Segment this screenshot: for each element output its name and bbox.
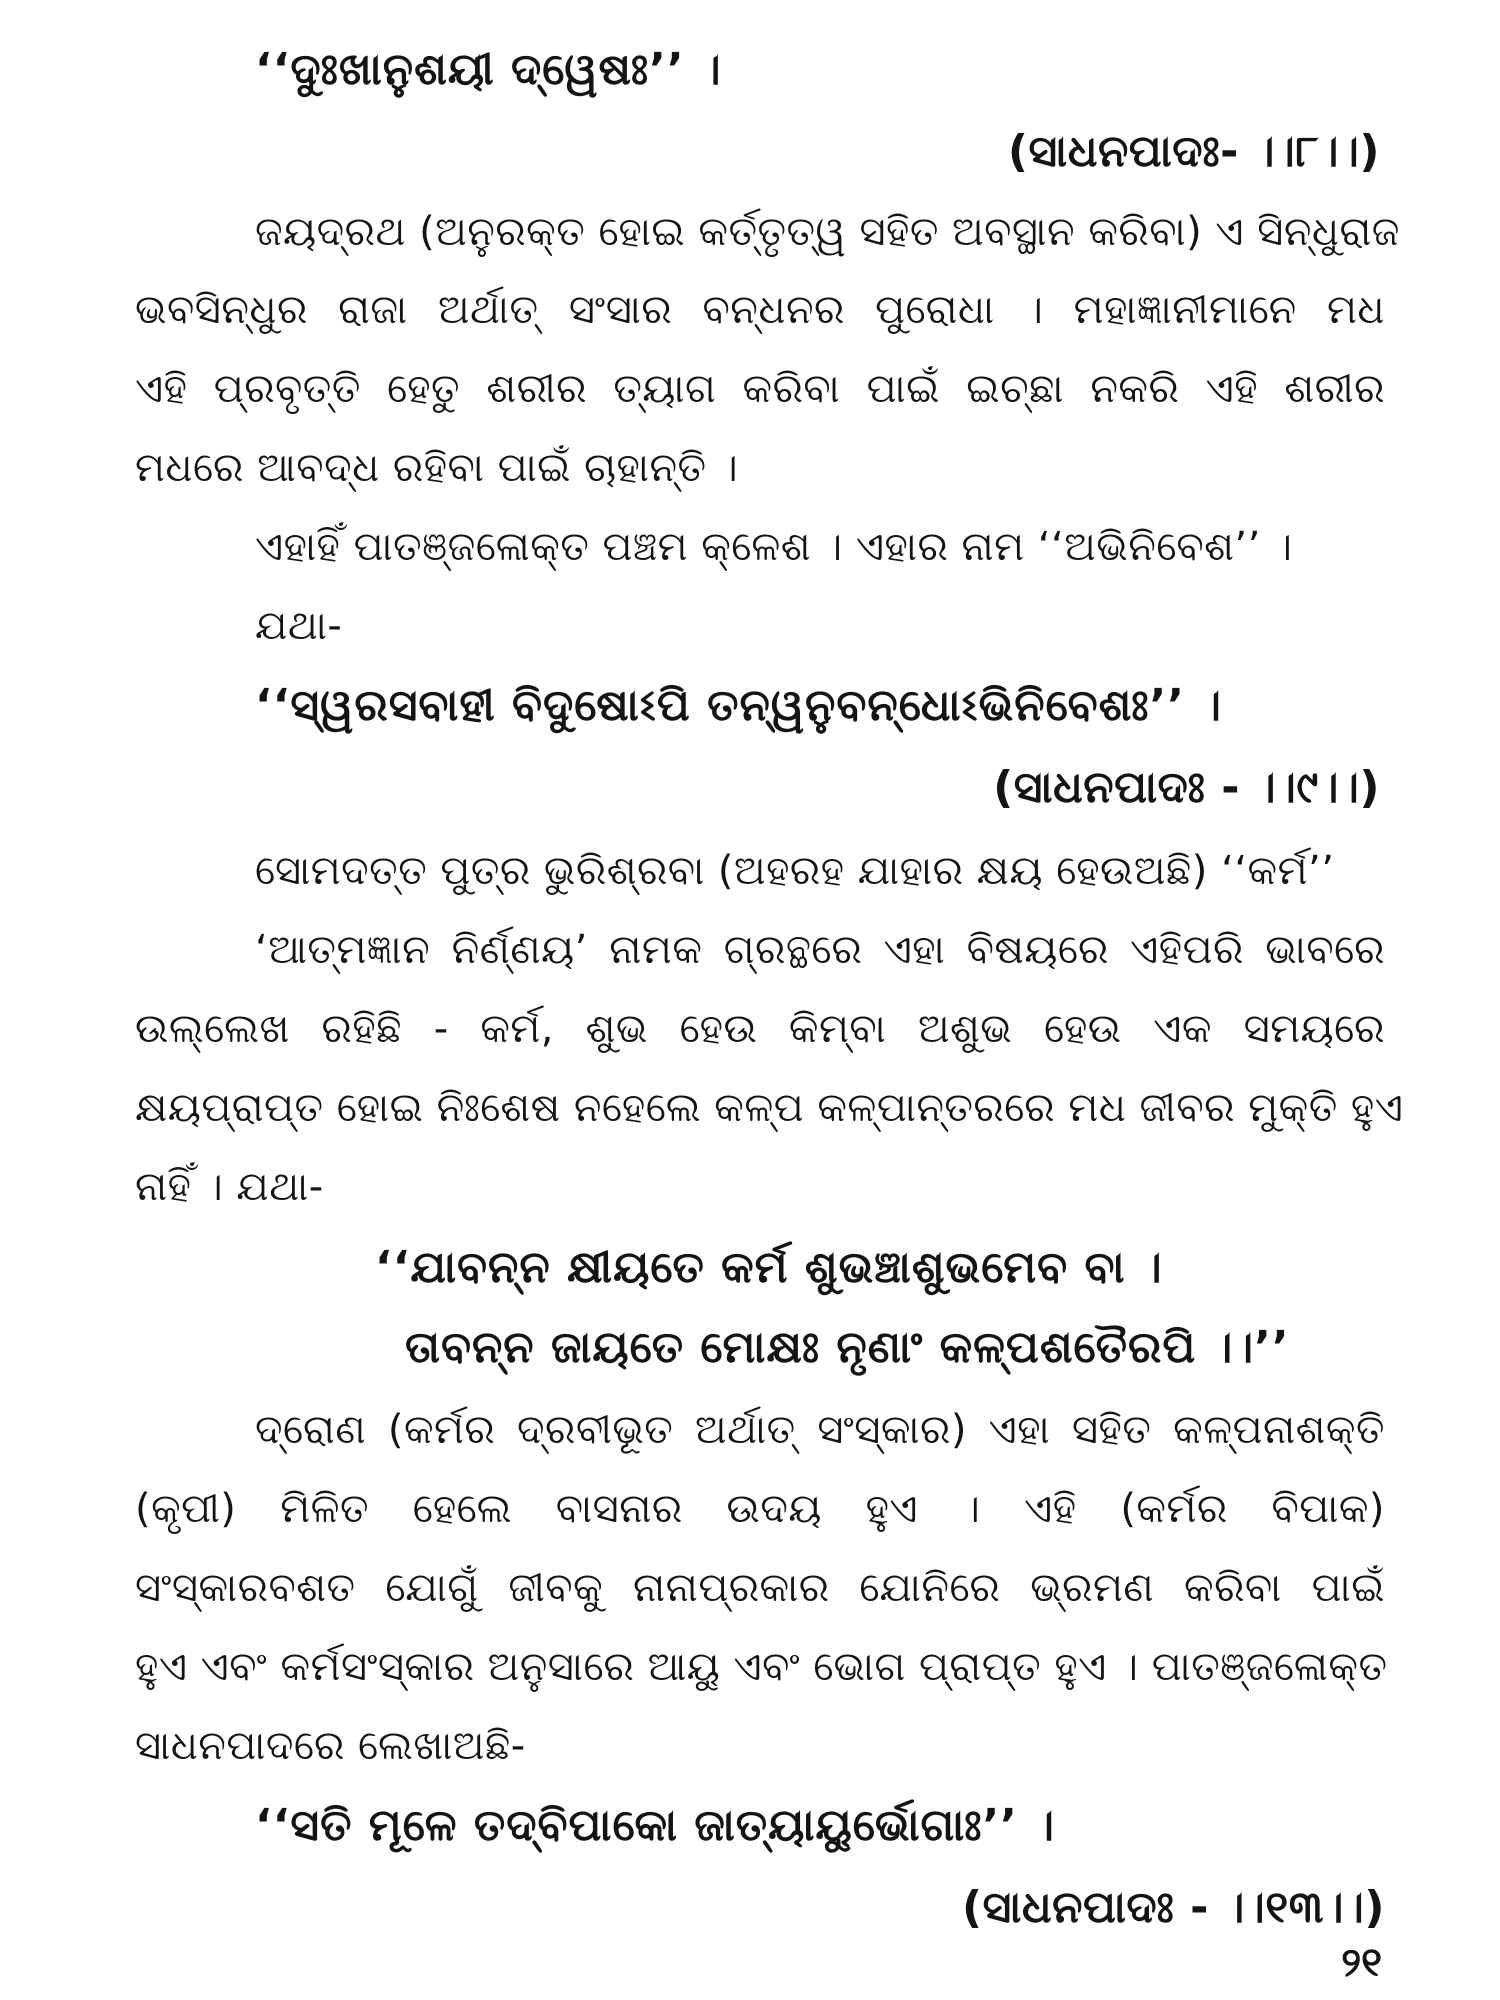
sutra-verse-vipaka: ‘‘ସତି ମୂଳେ ତଦ୍‌ବିପାକୋ ଜାତ୍ୟାୟୁର୍ଭୋଗାଃ’’ । [255, 1800, 1055, 1851]
paragraph-line: ଏହାହିଁ ପାତଞ୍ଜଳୋକ୍ତ ପଞ୍ଚମ କ୍ଳେଶ । ଏହାର ନାମ ‘‘ଅଭିନିବେଶ’’ । [255, 524, 1293, 570]
sutra-reference: (ସାଧନପାଦଃ - ।।୧୩।।) [962, 1882, 1385, 1933]
paragraph-line: ସଂସ୍କାରବଶତ ଯୋଗୁଁ ଜୀବକୁ ନାନାପ୍ରକାର ଯୋନିରେ ଭ୍ରମଣ କରିବା ପାଇଁ [135, 1565, 1385, 1611]
paragraph-line: ସୋମଦତ୍ତ ପୁତ୍ର ଭୁରିଶ୍ରବା (ଅହରହ ଯାହାର କ୍ଷୟ ହେଉଅଛି) ‘‘କର୍ମ’’ [255, 848, 1335, 894]
paragraph-line: ଭବସିନ୍ଧୁର ରାଜା ଅର୍ଥାତ୍ ସଂସାର ବନ୍ଧନର ପୁରୋଧା । ମହାଜ୍ଞାନୀମାନେ ମଧ [135, 287, 1385, 333]
paragraph-line: ଏହି ପ୍ରବୃତ୍ତି ହେତୁ ଶରୀର ତ୍ୟାଗ କରିବା ପାଇଁ ଇଚ୍ଛା ନକରି ଏହି ଶରୀର [135, 366, 1385, 412]
page-number: ୨୧ [1341, 1940, 1382, 1986]
paragraph-line: ଯଥା- [255, 603, 343, 649]
sutra-reference: (ସାଧନପାଦଃ- ।।୮।।) [1007, 126, 1380, 177]
sutra-verse-dvesha: ‘‘ଦୁଃଖାନୁଶୟୀ ଦ୍ୱେଷଃ’’ । [255, 44, 722, 95]
paragraph-line: ହୁଏ ଏବଂ କର୍ମସଂସ୍କାର ଅନୁସାରେ ଆୟୁ ଏବଂ ଭୋଗ ପ୍ରାପ୍ତ ହୁଏ । ପାତଞ୍ଜଳୋକ୍ତ [135, 1644, 1388, 1690]
sutra-reference: (ସାଧନପାଦଃ - ।।୯।।) [993, 762, 1380, 813]
paragraph-line: ଜୟଦ୍ରଥ (ଅନୁରକ୍ତ ହୋଇ କର୍ତ୍ତୃତ୍ୱ ସହିତ ଅବସ୍ଥାନ କରିବା) ଏ ସିନ୍ଧୁରାଜ [255, 209, 1400, 255]
paragraph-line: ଉଲ୍ଲେଖ ରହିଛି - କର୍ମ, ଶୁଭ ହେଉ କିମ୍ବା ଅଶୁଭ ହେଉ ଏକ ସମୟରେ [135, 1006, 1385, 1052]
paragraph-line: ‘ଆତ୍ମଜ୍ଞାନ ନିର୍ଣ୍ଣୟ’ ନାମକ ଗ୍ରନ୍ଥରେ ଏହା ବିଷୟରେ ଏହିପରି ଭାବରେ [255, 927, 1385, 973]
paragraph-line: ସାଧନପାଦରେ ଲେଖାଅଛି- [135, 1723, 526, 1769]
sutra-verse-abhinivesha: ‘‘ସ୍ୱରସବାହୀ ବିଦୁଷୋଽପି ତନ୍ୱନୁବନ୍ଧୋଽଭିନିବେଶଃ’’ । [255, 680, 1223, 731]
paragraph-line: ମଧରେ ଆବଦ୍ଧ ରହିବା ପାଇଁ ଚାହାନ୍ତି । [135, 445, 739, 491]
paragraph-line: ଦ୍ରୋଣ (କର୍ମର ଦ୍ରବୀଭୂତ ଅର୍ଥାତ୍ ସଂସ୍କାର) ଏହା ସହିତ କଳ୍ପନାଶକ୍ତି [255, 1407, 1385, 1453]
paragraph-line: (କୃପୀ) ମିଳିତ ହେଲେ ବାସନାର ଉଦୟ ହୁଏ । ଏହି (କର୍ମର ବିପାକ) [135, 1486, 1385, 1532]
paragraph-line: କ୍ଷୟପ୍ରାପ୍ତ ହୋଇ ନିଃଶେଷ ନହେଲେ କଳ୍ପ କଳ୍ପାନ୍ତରରେ ମଧ ଜୀବର ମୁକ୍ତି ହୁଏ [135, 1085, 1404, 1131]
sloka-line-2: ତାବନ୍ନ ଜାୟତେ ମୋକ୍ଷଃ ନୃଣାଂ କଳ୍ପଶତୈରପି ।।’’ [405, 1322, 1290, 1373]
sloka-line-1: ‘‘ଯାବନ୍ନ କ୍ଷୀୟତେ କର୍ମ ଶୁଭଞ୍ଚାଶୁଭମେବ ବା । [375, 1242, 1163, 1293]
paragraph-line: ନାହିଁ । ଯଥା- [135, 1164, 324, 1210]
